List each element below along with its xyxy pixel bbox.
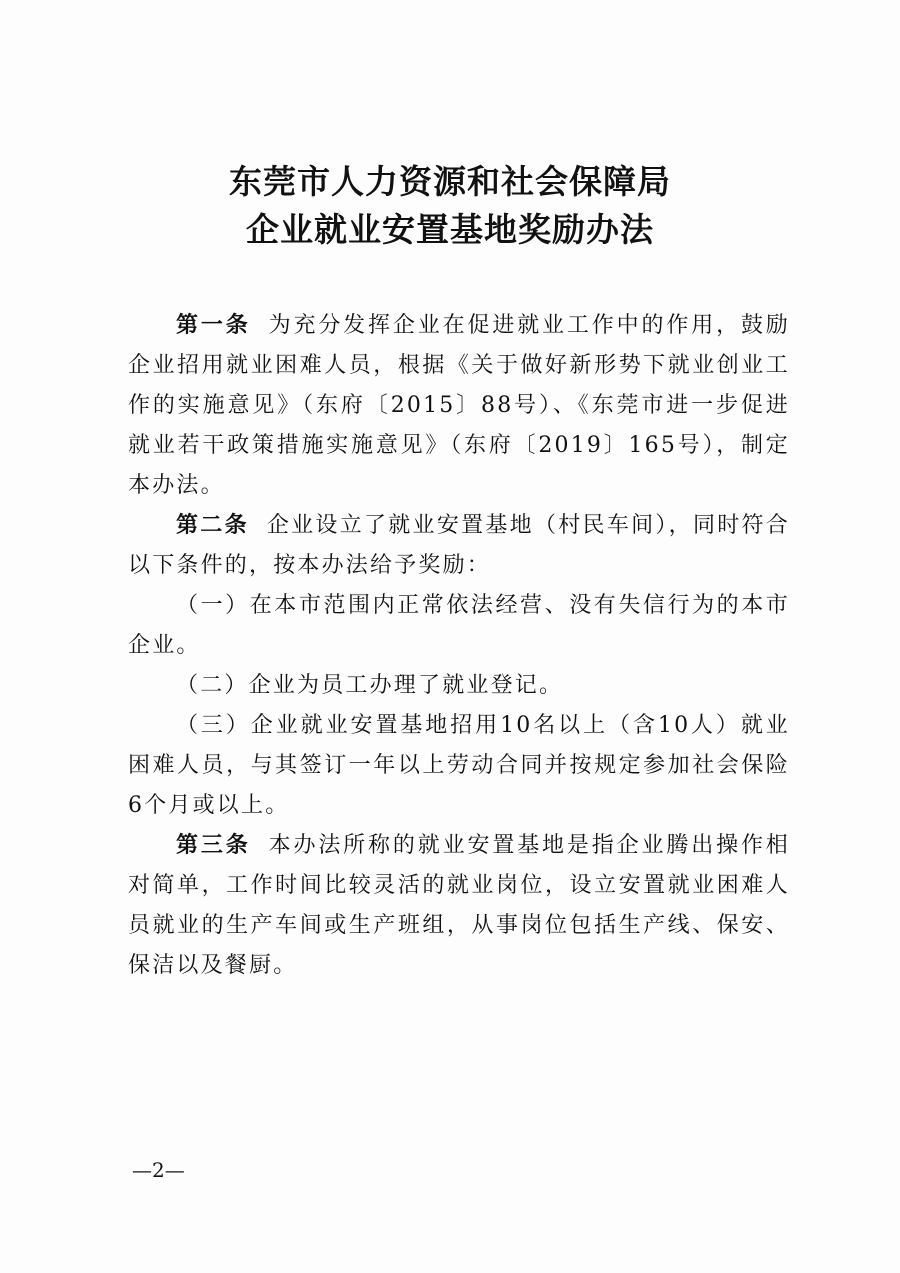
article-2 [128, 506, 790, 586]
page-number: —2— [132, 1158, 185, 1182]
article-3-label: 第三条 [176, 833, 251, 858]
title-line-2: 企业就业安置基地奖励办法 [246, 210, 654, 249]
document-body [128, 306, 790, 986]
article-1-label: 第一条 [176, 313, 251, 338]
condition-1: （一）在本市范围内正常依法经营、没有失信行为的本市企业。 [128, 593, 790, 658]
condition-3: （三）企业就业安置基地招用10名以上（含10人）就业困难人员，与其签订一年以上劳动合同并按规定参加社会保险6个月或以上。 [128, 713, 790, 818]
article-1-text: 为充分发挥企业在促进就业工作中的作用，鼓励企业招用就业困难人员，根据《关于做好新形势下就业创业工作的实施意见》（东府〔2015〕88号）、《东莞市进一步促进就业若干政策措施实施意见》（东府〔2019〕165号），制定本办法。 [128, 313, 791, 498]
document-title [0, 158, 900, 254]
article-3-text: 本办法所称的就业安置基地是指企业腾出操作相对简单，工作时间比较灵活的就业岗位，设立安置就业困难人员就业的生产车间或生产班组，从事岗位包括生产线、保安、保洁以及餐厨。 [128, 833, 791, 978]
article-3 [128, 826, 790, 986]
article-1 [128, 306, 790, 506]
title-line-1: 东莞市人力资源和社会保障局 [229, 162, 671, 201]
article-2-text: 企业设立了就业安置基地（村民车间），同时符合以下条件的，按本办法给予奖励： [128, 513, 790, 578]
condition-2: （二）企业为员工办理了就业登记。 [176, 673, 564, 698]
article-2-label: 第二条 [176, 513, 249, 538]
